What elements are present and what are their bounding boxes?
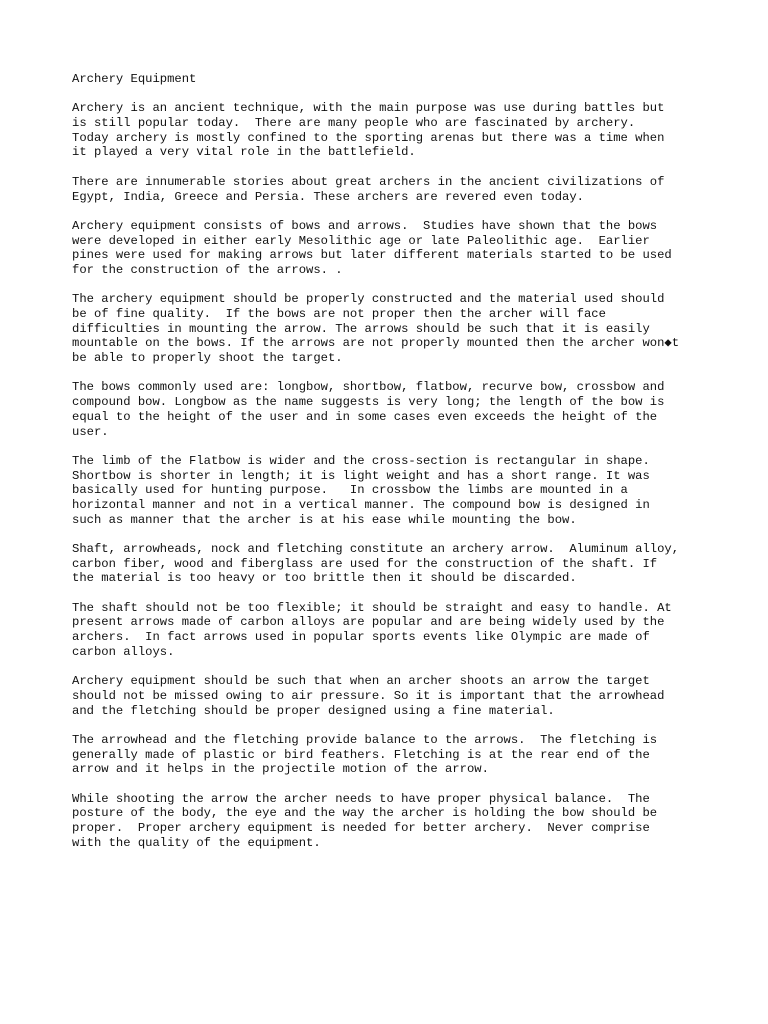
paragraph-line: for the construction of the arrows. . — [72, 262, 343, 277]
paragraph-line: Egypt, India, Greece and Persia. These archers are revered even today. — [72, 189, 584, 204]
paragraph-line: present arrows made of carbon alloys are popular and are being widely used by the — [72, 615, 665, 630]
paragraph — [72, 292, 712, 365]
paragraph-line: proper. Proper archery equipment is needed for better archery. Never comprise — [72, 821, 650, 836]
paragraph — [72, 380, 712, 439]
paragraph-line: The bows commonly used are: longbow, shortbow, flatbow, recurve bow, crossbow and — [72, 380, 665, 395]
paragraph-line: The archery equipment should be properly constructed and the material used should — [72, 292, 665, 307]
paragraph-line: Today archery is mostly confined to the sporting arenas but there was a time when — [72, 130, 665, 145]
paragraph-line: Archery equipment should be such that when an archer shoots an arrow the target — [72, 674, 650, 689]
paragraph-line: generally made of plastic or bird feathers. Fletching is at the rear end of the — [72, 747, 650, 762]
paragraph-line: arrow and it helps in the projectile motion of the arrow. — [72, 762, 489, 777]
paragraph-line: and the fletching should be proper designed using a fine material. — [72, 703, 555, 718]
paragraph — [72, 733, 712, 777]
paragraph-line: posture of the body, the eye and the way the archer is holding the bow should be — [72, 806, 658, 821]
paragraph-line: basically used for hunting purpose. In crossbow the limbs are mounted in a — [72, 483, 628, 498]
paragraph-gap — [72, 660, 712, 675]
paragraph — [72, 101, 712, 160]
paragraph-line: The arrowhead and the fletching provide balance to the arrows. The fletching is — [72, 732, 658, 747]
paragraph-gap — [72, 366, 712, 381]
paragraph-line: user. — [72, 424, 109, 439]
paragraph — [72, 601, 712, 660]
paragraph-gap — [72, 87, 712, 102]
paragraph-line: pines were used for making arrows but later different materials started to be used — [72, 248, 672, 263]
paragraph-line: the material is too heavy or too brittle then it should be discarded. — [72, 571, 577, 586]
paragraph — [72, 792, 712, 851]
paragraph-gap — [72, 160, 712, 175]
paragraph-gap — [72, 586, 712, 601]
paragraph — [72, 674, 712, 718]
paragraph-container — [72, 101, 712, 850]
paragraph-line: it played a very vital role in the battlefield. — [72, 145, 416, 160]
paragraph-line: should not be missed owing to air pressure. So it is important that the arrowhead — [72, 688, 665, 703]
paragraph — [72, 219, 712, 278]
paragraph-line: be able to properly shoot the target. — [72, 351, 343, 366]
paragraph-line: There are innumerable stories about great archers in the ancient civilizations of — [72, 174, 665, 189]
paragraph-gap — [72, 439, 712, 454]
paragraph-line: While shooting the arrow the archer needs to have proper physical balance. The — [72, 791, 650, 806]
paragraph-gap — [72, 777, 712, 792]
paragraph-line: horizontal manner and not in a vertical manner. The compound bow is designed in — [72, 497, 650, 512]
paragraph-line: be of fine quality. If the bows are not proper then the archer will face — [72, 307, 606, 321]
paragraph-line: mountable on the bows. If the arrows are not properly mounted then the archer won◆t — [72, 336, 680, 351]
paragraph — [72, 454, 712, 527]
paragraph-line: compound bow. Longbow as the name suggests is very long; the length of the bow is — [72, 395, 665, 410]
paragraph — [72, 542, 712, 586]
paragraph-line: Shortbow is shorter in length; it is light weight and has a short range. It was — [72, 468, 650, 483]
paragraph-line: carbon fiber, wood and fiberglass are used for the construction of the shaft. If — [72, 556, 658, 571]
paragraph-line: such as manner that the archer is at his ease while mounting the bow. — [72, 512, 577, 527]
paragraph-line: is still popular today. There are many people who are fascinated by archery. — [72, 116, 636, 131]
paragraph-gap — [72, 278, 712, 293]
paragraph-gap — [72, 204, 712, 219]
paragraph — [72, 175, 712, 204]
paragraph-gap — [72, 527, 712, 542]
document-body — [72, 72, 712, 850]
paragraph-line: were developed in either early Mesolithic age or late Paleolithic age. Earlier — [72, 233, 650, 248]
paragraph-line: equal to the height of the user and in some cases even exceeds the height of the — [72, 409, 658, 424]
paragraph-line: Shaft, arrowheads, nock and fletching constitute an archery arrow. Aluminum alloy, — [72, 542, 680, 556]
paragraph-gap — [72, 718, 712, 733]
document-title: Archery Equipment — [72, 72, 197, 86]
paragraph-line: with the quality of the equipment. — [72, 835, 321, 850]
paragraph-line: The shaft should not be too flexible; it should be straight and easy to handle. At — [72, 600, 672, 615]
paragraph-line: difficulties in mounting the arrow. The arrows should be such that it is easily — [72, 321, 650, 336]
paragraph-line: The limb of the Flatbow is wider and the cross-section is rectangular in shape. — [72, 453, 650, 468]
paragraph-line: Archery equipment consists of bows and arrows. Studies have shown that the bows — [72, 218, 658, 233]
paragraph-line: archers. In fact arrows used in popular sports events like Olympic are made of — [72, 630, 650, 645]
paragraph-line: Archery is an ancient technique, with the main purpose was use during battles but — [72, 101, 665, 116]
paragraph-line: carbon alloys. — [72, 644, 175, 659]
